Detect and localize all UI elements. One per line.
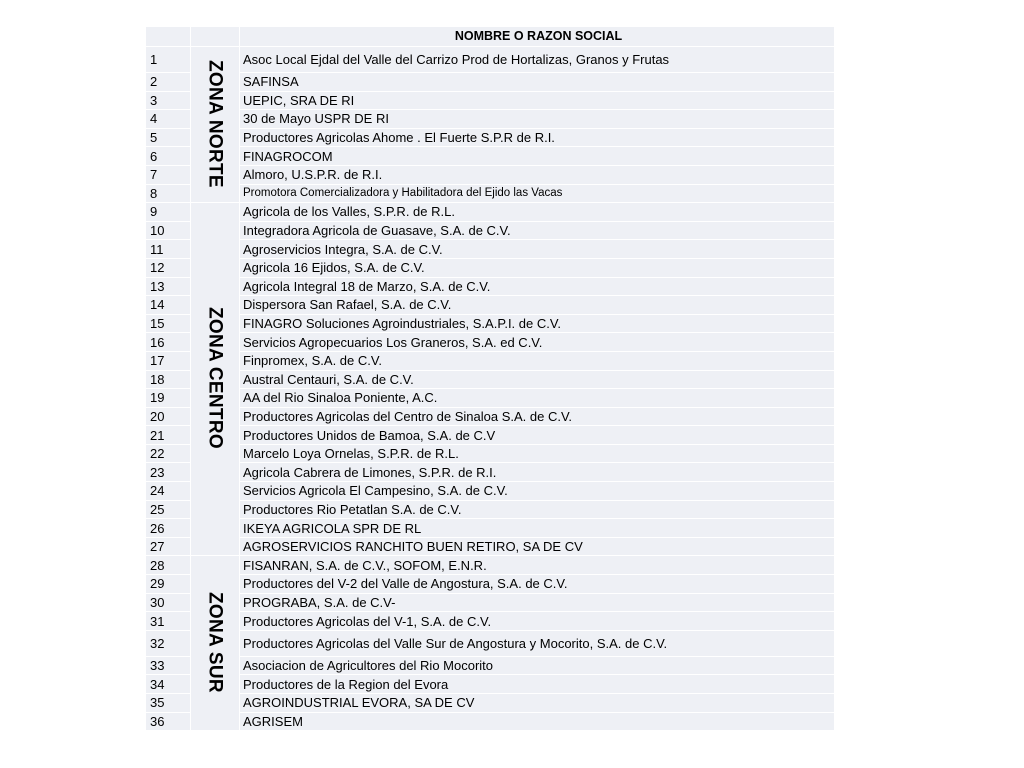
header-zone-cell [191, 27, 240, 47]
organization-name: FISANRAN, S.A. de C.V., SOFOM, E.N.R. [240, 556, 835, 575]
row-number: 23 [146, 463, 191, 482]
table-row [146, 73, 835, 92]
row-number: 11 [146, 240, 191, 259]
row-number: 17 [146, 351, 191, 370]
row-number: 20 [146, 407, 191, 426]
table-row [146, 314, 835, 333]
table-header-row [146, 27, 835, 47]
row-number: 10 [146, 221, 191, 240]
table-row [146, 221, 835, 240]
organization-name: Agricola Integral 18 de Marzo, S.A. de C.V. [240, 277, 835, 296]
table-row [146, 694, 835, 713]
row-number: 3 [146, 91, 191, 110]
table-body [146, 47, 835, 731]
row-number: 21 [146, 426, 191, 445]
table-row [146, 389, 835, 408]
row-number: 27 [146, 537, 191, 556]
organization-name: Finpromex, S.A. de C.V. [240, 351, 835, 370]
table-row [146, 463, 835, 482]
table-row [146, 500, 835, 519]
table-row [146, 370, 835, 389]
table-row [146, 351, 835, 370]
table-row [146, 333, 835, 352]
table-row [146, 593, 835, 612]
organizations-table [145, 26, 835, 731]
row-number: 14 [146, 296, 191, 315]
row-number: 36 [146, 712, 191, 731]
row-number: 5 [146, 128, 191, 147]
table-row [146, 128, 835, 147]
row-number: 13 [146, 277, 191, 296]
row-number: 18 [146, 370, 191, 389]
header-number-cell [146, 27, 191, 47]
row-number: 28 [146, 556, 191, 575]
table-row [146, 296, 835, 315]
table-row [146, 575, 835, 594]
organization-name: Productores Agricolas del V-1, S.A. de C.V. [240, 612, 835, 631]
zone-label-cell [191, 203, 240, 556]
row-number: 19 [146, 389, 191, 408]
table-row [146, 407, 835, 426]
table-row [146, 91, 835, 110]
row-number: 7 [146, 165, 191, 184]
table-row [146, 165, 835, 184]
row-number: 31 [146, 612, 191, 631]
row-number: 33 [146, 656, 191, 675]
row-number: 34 [146, 675, 191, 694]
table-row [146, 537, 835, 556]
zone-label-cell [191, 47, 240, 203]
table-row [146, 184, 835, 203]
row-number: 30 [146, 593, 191, 612]
zone-label: ZONA NORTE [204, 59, 226, 188]
row-number: 8 [146, 184, 191, 203]
organization-name: Agroservicios Integra, S.A. de C.V. [240, 240, 835, 259]
table-row [146, 612, 835, 631]
row-number: 4 [146, 110, 191, 129]
table-row [146, 519, 835, 538]
row-number: 22 [146, 444, 191, 463]
organization-name: Almoro, U.S.P.R. de R.I. [240, 165, 835, 184]
organization-name: Agricola 16 Ejidos, S.A. de C.V. [240, 258, 835, 277]
organization-name: AA del Rio Sinaloa Poniente, A.C. [240, 389, 835, 408]
organization-name: AGROINDUSTRIAL EVORA, SA DE CV [240, 694, 835, 713]
row-number: 12 [146, 258, 191, 277]
zone-label: ZONA CENTRO [204, 307, 226, 450]
organization-name: Agricola de los Valles, S.P.R. de R.L. [240, 203, 835, 222]
organization-name: FINAGROCOM [240, 147, 835, 166]
table-row [146, 712, 835, 731]
row-number: 25 [146, 500, 191, 519]
table-row [146, 482, 835, 501]
table-row [146, 240, 835, 259]
organization-name: Productores Rio Petatlan S.A. de C.V. [240, 500, 835, 519]
organization-name: AGRISEM [240, 712, 835, 731]
table-row [146, 630, 835, 656]
organization-name: Promotora Comercializadora y Habilitadora del Ejido las Vacas [240, 184, 835, 203]
table-row [146, 258, 835, 277]
row-number: 9 [146, 203, 191, 222]
row-number: 35 [146, 694, 191, 713]
table-row [146, 675, 835, 694]
organization-name: SAFINSA [240, 73, 835, 92]
header-name-cell: NOMBRE O RAZON SOCIAL [240, 27, 835, 47]
organization-name: IKEYA AGRICOLA SPR DE RL [240, 519, 835, 538]
organization-name: Austral Centauri, S.A. de C.V. [240, 370, 835, 389]
table-row [146, 277, 835, 296]
organization-name: Productores Agricolas Ahome . El Fuerte S.P.R de R.I. [240, 128, 835, 147]
zone-label: ZONA SUR [204, 591, 226, 693]
organization-name: Asoc Local Ejdal del Valle del Carrizo Prod de Hortalizas, Granos y Frutas [240, 47, 835, 73]
organization-name: Integradora Agricola de Guasave, S.A. de C.V. [240, 221, 835, 240]
row-number: 2 [146, 73, 191, 92]
organization-name: Productores del V-2 del Valle de Angostura, S.A. de C.V. [240, 575, 835, 594]
row-number: 6 [146, 147, 191, 166]
organization-name: Productores Agricolas del Centro de Sinaloa S.A. de C.V. [240, 407, 835, 426]
table-row [146, 444, 835, 463]
row-number: 29 [146, 575, 191, 594]
organization-name: PROGRABA, S.A. de C.V- [240, 593, 835, 612]
table-row [146, 556, 835, 575]
table-row [146, 203, 835, 222]
organization-name: Productores de la Region del Evora [240, 675, 835, 694]
row-number: 32 [146, 630, 191, 656]
organization-name: Agricola Cabrera de Limones, S.P.R. de R.I. [240, 463, 835, 482]
row-number: 26 [146, 519, 191, 538]
zone-label-cell [191, 556, 240, 731]
organization-name: 30 de Mayo USPR DE RI [240, 110, 835, 129]
row-number: 16 [146, 333, 191, 352]
organization-name: Dispersora San Rafael, S.A. de C.V. [240, 296, 835, 315]
organization-name: Servicios Agropecuarios Los Graneros, S.A. ed C.V. [240, 333, 835, 352]
organization-name: AGROSERVICIOS RANCHITO BUEN RETIRO, SA DE CV [240, 537, 835, 556]
organization-name: Productores Unidos de Bamoa, S.A. de C.V [240, 426, 835, 445]
row-number: 24 [146, 482, 191, 501]
row-number: 15 [146, 314, 191, 333]
row-number: 1 [146, 47, 191, 73]
table-row [146, 147, 835, 166]
organization-name: Asociacion de Agricultores del Rio Mocorito [240, 656, 835, 675]
table-row [146, 47, 835, 73]
organization-name: Servicios Agricola El Campesino, S.A. de C.V. [240, 482, 835, 501]
organization-name: Marcelo Loya Ornelas, S.P.R. de R.L. [240, 444, 835, 463]
organization-name: Productores Agricolas del Valle Sur de Angostura y Mocorito, S.A. de C.V. [240, 630, 835, 656]
table-row [146, 656, 835, 675]
organization-name: FINAGRO Soluciones Agroindustriales, S.A.P.I. de C.V. [240, 314, 835, 333]
table-row [146, 426, 835, 445]
table-row [146, 110, 835, 129]
organization-name: UEPIC, SRA DE RI [240, 91, 835, 110]
